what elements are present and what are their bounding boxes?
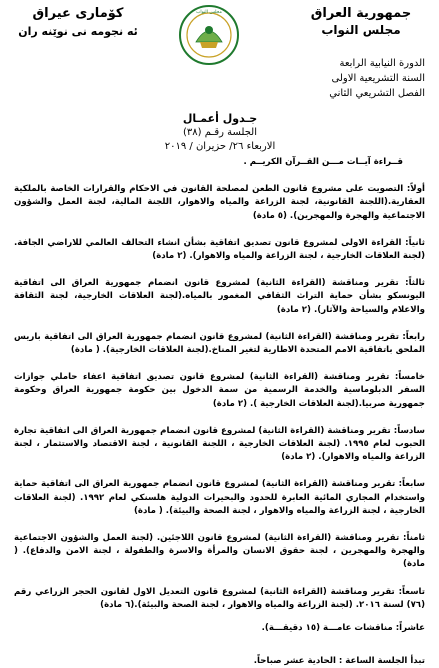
country-name-arabic: جمهورية العراق: [310, 6, 412, 21]
parliament-name-kurdish: ئه نجومه نی نوێنه ران: [18, 25, 138, 38]
parliament-name-arabic: مجلس النواب: [321, 23, 401, 37]
quran-recitation: قــراءة آيــات مـــن القــرآن الكريــم .: [243, 157, 403, 167]
session-start-time: تبدأ الجلسة الساعة : الحادية عشر صباحاً.: [253, 656, 425, 667]
legislative-year: السنة التشريعية الاولى: [331, 73, 425, 84]
country-name-kurdish: كۆماری عیراق: [32, 6, 124, 21]
agenda-item-6: سادساً: تقرير ومناقشة (القراءة الثانية) لمشروع قانون انضمام جمهورية العراق الى اتفاقية تجارة الحبوب لعام ١٩٩٥. (لجنة العلاقات الخارجية ، اللجنة القانونية ، لجنة الاقتصاد والاستثمار ، لجنة الزراعة والمياه والاهوار). (٢ مادة): [14, 425, 426, 463]
agenda-heading: [100, 112, 340, 154]
session-number: الجلسة رقـم (٣٨): [183, 127, 257, 138]
parliament-logo: [178, 4, 240, 66]
agenda-item-3: ثالثاً: تقرير ومناقشة (القراءة الثانية) لمشروع قانون انضمام جمهورية العراق الى اتفاقية اليونسكو بشأن حماية التراث الثقافي المغمور بالمياه.(لجنة العلاقات الخارجية، لجنة الثقافة والاعلام والسياحة والآثار). (٢ مادة): [14, 278, 425, 315]
parliamentary-term: الدورة النيابية الرابعة: [339, 58, 425, 69]
agenda-body: [14, 156, 425, 668]
agenda-title: جـدول أعمـال: [182, 112, 258, 125]
agenda-item-2: ثانياً: القراءة الاولى لمشروع قانون تصديق اتفاقية بشأن انشاء التحالف العالمي للاراضي الجافة.(لجنة العلاقات الخارجية ، لجنة الزراعة والمياه والاهوار). (٢ مادة): [14, 237, 425, 262]
agenda-item-1: أولاً: التصويت على مشروع قانون الطعن لمصلحة القانون في الاحكام والقرارات الخاصة بالملكية العقارية.(اللجنة القانونية، لجنة الزراعة والمياه والاهوار، اللجنة المالية، لجنة العمل والشؤون الاجتماعية والهجرة والمهجرين). (٥ مادة): [14, 184, 425, 221]
header-right: [291, 6, 431, 37]
agenda-item-8: ثامناً: تقرير ومناقشة (القراءة الثانية) لمشروع قانون اللاجئين. (لجنة العمل والشؤون الاجتماعية والهجرة والمهجرين ، لجنة حقوق الانسان والمرأة والاسرة والطفولة ، لجنة الامن والدفاع). ( مادة): [14, 533, 425, 570]
logo-text: مجلس النواب: [196, 10, 222, 15]
agenda-item-10: عاشراً: مناقشات عامـــة (١٥ دقيقـــة).: [261, 623, 425, 634]
agenda-item-9: تاسعاً: تقرير ومناقشة (القراءة الثانية) لمشروع قانون التعديل الاول لقانون الحجر الزراعي رقم (٧٦) لسنة ٢٠١٦. (لجنة الزراعة والمياه والاهوار ، لجنة الصحة والبيئة).(٦ مادة): [14, 586, 425, 610]
legislative-term: الفصل التشريعي الثاني: [329, 88, 425, 99]
agenda-item-7: سابعاً: تقرير ومناقشة (القراءة الثانية) لمشروع قانون انضمام جمهورية العراق الى اتفاقية حماية واستخدام المجاري المائية العابرة للحدود والبحيرات الدولية هلسنكي لعام ١٩٩٢. (لجنة العلاقات الخارجية ، لجنة الزراعة والمياه والاهوار ، لجنة الصحة والبيئة). ( مادة): [14, 479, 425, 516]
session-info: [275, 56, 425, 101]
session-date: الاربعاء ٢٦/ حزيران / ٢٠١٩: [164, 141, 276, 152]
agenda-item-5: خامساً: تقرير ومناقشة (القراءة الثانية) لمشروع قانون تصديق اتفاقية اعفاء حاملي جوازات السفر الدبلوماسية والخدمة الرسمية من سمة الدخول بين حكومة جمهورية العراق وحكومة جمهورية صربيا.(لجنة العلاقات الخارجية ). (٢ مادة): [14, 372, 425, 409]
header-left: [8, 6, 148, 38]
agenda-item-4: رابعاً: تقرير ومناقشة (القراءة الثانية) لمشروع قانون انضمام جمهورية العراق الى اتفاقية باريس الملحق باتفاقية الامم المتحدة الاطارية لتغير المناخ.(لجنة العلاقات الخارجية). ( مادة): [14, 331, 425, 356]
